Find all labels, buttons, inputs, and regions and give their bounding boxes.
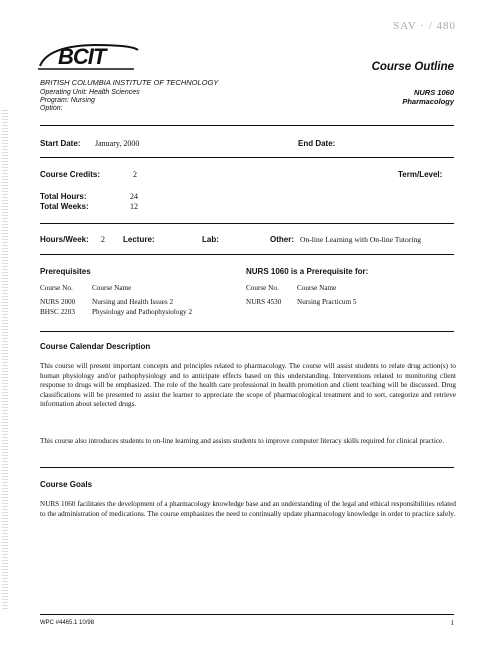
divider: [40, 125, 454, 126]
prereq-row-no: BHSC 2203: [40, 308, 75, 316]
is-prereq-row-no: NURS 4530: [246, 298, 282, 306]
is-prerequisite-heading: NURS 1060 is a Prerequisite for:: [246, 267, 369, 276]
prereq-row-no: NURS 2000: [40, 298, 76, 306]
calendar-heading: Course Calendar Description: [40, 342, 151, 351]
document-title: Course Outline: [371, 61, 454, 73]
divider: [40, 223, 454, 224]
divider: [40, 254, 454, 255]
goals-heading: Course Goals: [40, 480, 93, 489]
credits-value: 2: [133, 170, 137, 179]
start-date-label: Start Date:: [40, 139, 81, 148]
total-hours-value: 24: [130, 192, 138, 201]
stamp-mark: SAV · / 480: [393, 20, 456, 32]
is-prereq-col-no: Course No.: [246, 284, 279, 292]
divider: [40, 331, 454, 332]
program: Program: Nursing: [40, 97, 95, 104]
term-label: Term/Level:: [398, 170, 443, 179]
course-id-block: [402, 88, 454, 106]
total-hours-label: Total Hours:: [40, 192, 87, 201]
prereq-col-no: Course No.: [40, 284, 73, 292]
lab-label: Lab:: [202, 235, 219, 244]
divider: [40, 467, 454, 468]
calendar-paragraph: This course will present important concepts and principles related to pharmacology. The course will assist students to relate drug action(s) to human physiology and/or pathophysiology and to anticipate effects based on this understanding. Interventions related to monitoring client response to drugs will be emphasized. The role of the health care professional in health promotion and client teaching will be discussed. Drug classifications will be presented to assist the learner to appreciate the scope of pharmacological treatment and to sort, categorize and retrieve information about selected drugs.: [40, 362, 456, 409]
credits-label: Course Credits:: [40, 170, 101, 179]
course-code: NURS 1060: [413, 88, 454, 97]
calendar-paragraph: This course also introduces students to on-line learning and assists students to improve computer literacy skills required for clinical practice.: [40, 437, 444, 445]
lecture-label: Lecture:: [123, 235, 155, 244]
total-weeks-value: 12: [130, 202, 138, 211]
other-value: On-line Learning with On-line Tutoring: [300, 235, 422, 244]
prerequisites-heading: Prerequisites: [40, 267, 91, 276]
total-weeks-label: Total Weeks:: [40, 202, 89, 211]
prereq-col-name: Course Name: [92, 284, 132, 292]
prereq-row-name: Physiology and Pathophysiology 2: [92, 308, 193, 316]
start-date-value: January, 2000: [95, 139, 140, 148]
bcit-logo: [34, 42, 144, 72]
other-label: Other:: [270, 235, 294, 244]
hours-week-label: Hours/Week:: [40, 235, 89, 244]
logo-text: BCIT: [58, 44, 106, 69]
is-prereq-col-name: Course Name: [297, 284, 337, 292]
operating-unit: Operating Unit: Health Sciences: [40, 89, 140, 96]
prereq-row-name: Nursing and Health Issues 2: [92, 298, 174, 306]
course-name: Pharmacology: [402, 97, 454, 106]
hours-week-value: 2: [101, 235, 105, 244]
scan-edge-noise: [2, 110, 8, 610]
footer-code: WPC #4465.1 10/98: [40, 620, 95, 626]
end-date-label: End Date:: [298, 139, 336, 148]
page-number: 1: [450, 619, 454, 627]
goals-paragraph: NURS 1060 facilitates the development of a pharmacology knowledge base and an understanding of the legal and ethical responsibilities related to the administration of medications. The course emphasizes the need to continually update pharmacology knowledge in order to practice safely.: [40, 500, 456, 518]
institute-name: BRITISH COLUMBIA INSTITUTE OF TECHNOLOGY: [40, 78, 219, 87]
option: Option:: [40, 105, 63, 112]
divider: [40, 157, 454, 158]
is-prereq-row-name: Nursing Practicum 5: [297, 298, 357, 306]
divider: [40, 614, 454, 615]
